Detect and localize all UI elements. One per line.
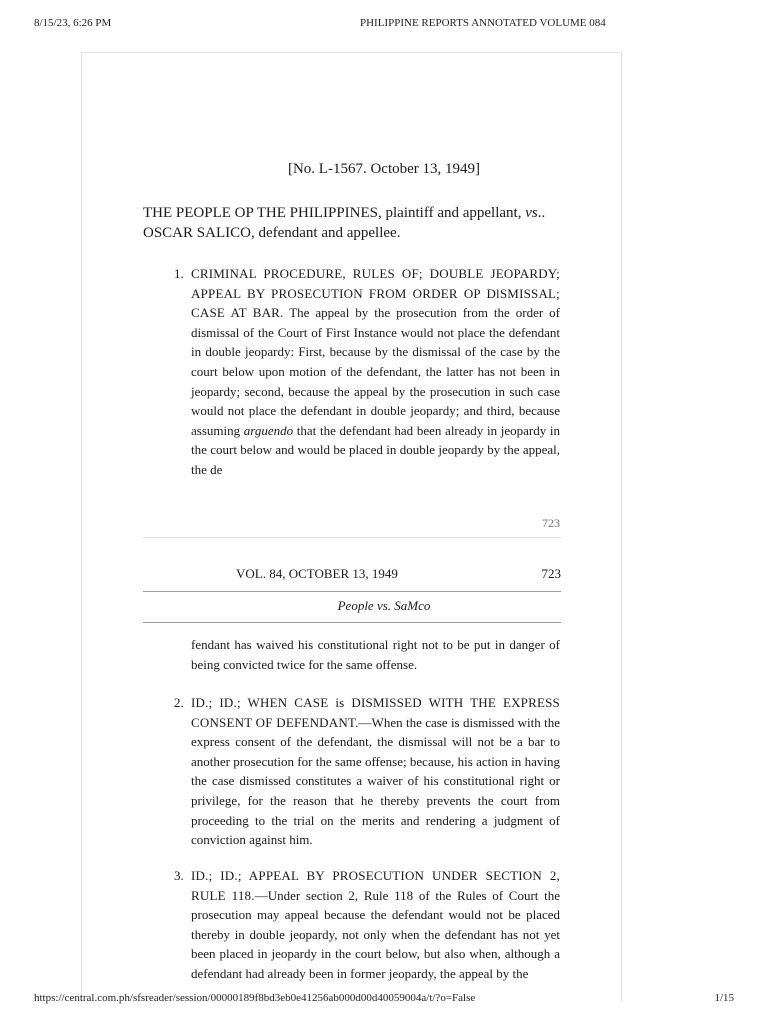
document-page-frame bbox=[81, 52, 622, 1002]
versus: vs bbox=[525, 205, 538, 221]
running-head bbox=[143, 566, 561, 584]
headnote-number: 1. bbox=[174, 266, 184, 281]
print-datetime: 8/15/23, 6:26 PM bbox=[34, 17, 112, 29]
case-parties bbox=[143, 203, 561, 243]
case-number: [No. L-1567. October 13, 1949] bbox=[287, 161, 481, 177]
print-footer bbox=[34, 992, 734, 1006]
print-page-count: 1/15 bbox=[714, 992, 734, 1004]
headnote-text-continued: that the defendant had been already in jeopardy in the court below and would be placed in double jeopardy by the appeal, the de bbox=[191, 422, 560, 477]
defendant-name: OSCAR SALICO bbox=[143, 225, 251, 241]
headnote-text: —Under section 2, Rule 118 of the Rules of Court the prosecution may appeal because the defendant would not be placed thereby in double jeopardy, not only when the defendant has not yet been placed in jeopardy in the court below, but also when, although a defendant had already been in former jeopardy, the appeal by the bbox=[191, 887, 560, 981]
print-header bbox=[34, 17, 734, 31]
headnote-text: —When the case is dismissed with the express consent of the defendant, the dismissal will not be a bar to another prosecution for the same offense; because, his action in having the case dismissed constitutes a waiver of his constitutional right or privilege, for the reason that he thereby prevents the court from proceeding to the trial on the merits and rendering a judgment of conviction against him. bbox=[191, 714, 560, 848]
headnote-heading: ID.; ID.; APPEAL BY PROSECUTION UNDER SECTION 2, RULE 118. bbox=[191, 868, 560, 903]
headnote-3 bbox=[174, 866, 560, 984]
running-head-rule-top bbox=[143, 591, 561, 592]
headnote-text: The appeal by the prosecution from the order of dismissal of the Court of First Instance would not place the defendant in double jeopardy: First, because by the dismissal of the case by the court below upon motion of the defendant, the latter has not been in jeopardy; second, because the appeal by the prosecution in such case would not place the defendant in double jeopardy; and third, because assuming bbox=[191, 305, 561, 438]
defendant-role: , defendant and appellee. bbox=[250, 225, 401, 241]
plaintiff-role: , plaintiff and appellant, bbox=[378, 205, 526, 221]
running-title: People vs. SaMco bbox=[337, 598, 431, 613]
print-document-title: PHILIPPINE REPORTS ANNOTATED VOLUME 084 bbox=[360, 17, 606, 29]
versus-punct: .. bbox=[537, 205, 546, 221]
headnote-2 bbox=[174, 693, 560, 850]
headnote-1-continuation: fendant has waived his constitutional right not to be put in danger of being convicted twice for the same offense. bbox=[191, 637, 560, 672]
running-head-page: 723 bbox=[541, 566, 561, 581]
plaintiff-name: THE PEOPLE OP THE PHILIPPINES bbox=[143, 205, 379, 221]
page-break-divider bbox=[143, 537, 561, 538]
headnote-heading: ID.; ID.; WHEN CASE is DISMISSED WITH THE EXPRESS CONSENT OF DEFENDANT. bbox=[191, 695, 560, 730]
headnote-1 bbox=[174, 264, 560, 480]
running-head-volume: VOL. 84, OCTOBER 13, 1949 bbox=[236, 566, 398, 581]
running-head-rule-bottom bbox=[143, 622, 561, 623]
headnote-number: 3. bbox=[174, 868, 184, 883]
print-url: https://central.com.ph/sfsreader/session/00000189f8bd3eb0e41256ab000d00d40059004a/t/?o=False bbox=[34, 992, 476, 1004]
headnote-number: 2. bbox=[174, 695, 184, 710]
headnote-emphasis: arguendo bbox=[243, 422, 294, 438]
headnote-heading: CRIMINAL PROCEDURE, RULES OF; DOUBLE JEOPARDY; APPEAL BY PROSECUTION FROM ORDER OP DlSMISSAL; CASE AT BAR. bbox=[191, 266, 560, 321]
page-number: 723 bbox=[542, 516, 560, 530]
